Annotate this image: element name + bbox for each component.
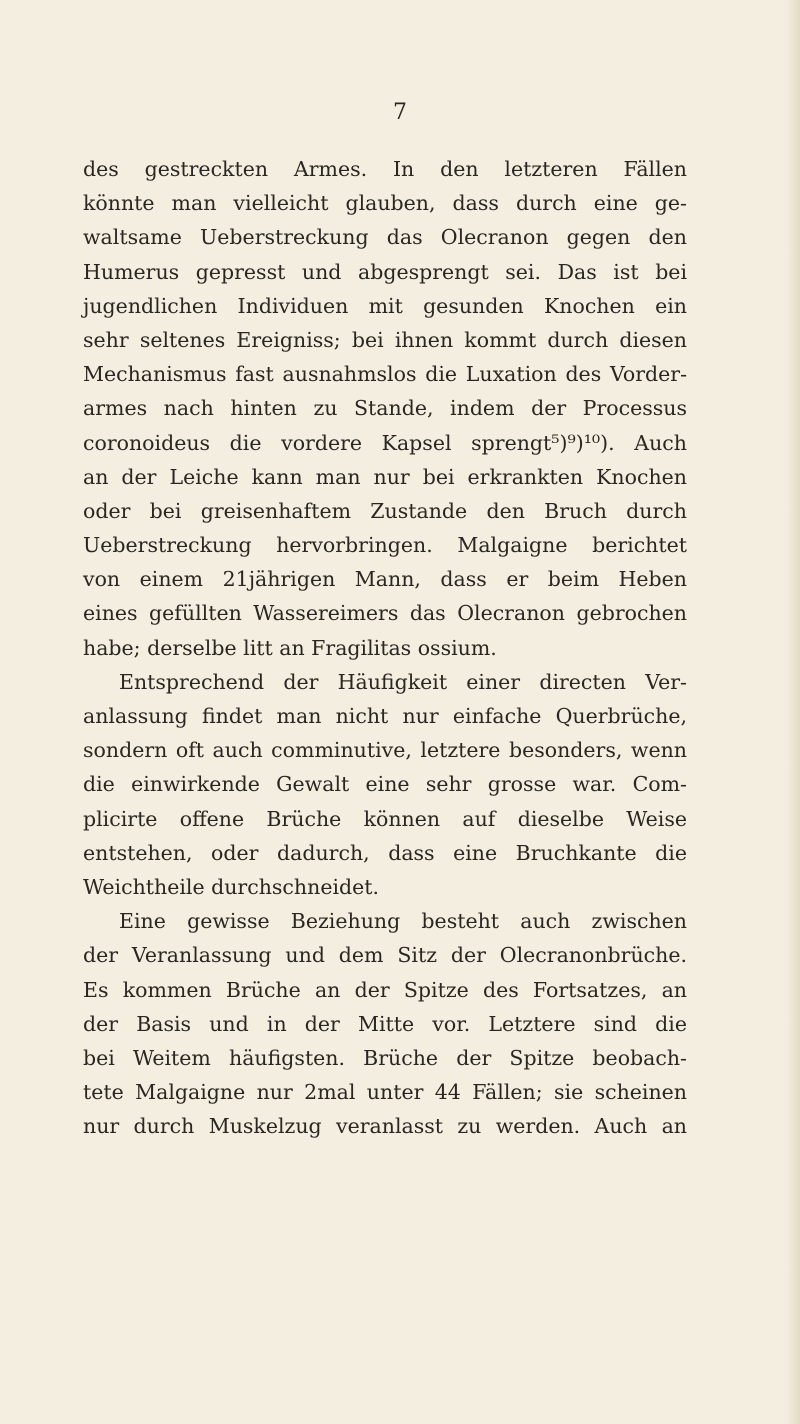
text-line: Eine gewisse Beziehung besteht auch zwischen [119,909,687,934]
text-line: oder bei greisenhaftem Zustande den Bruch durch [83,498,687,523]
text-line: coronoideus die vordere Kapsel sprengt⁵)⁹)¹⁰). Auch [83,430,687,455]
text-line: die einwirkende Gewalt eine sehr grosse war. Com- [83,772,687,797]
text-line: an der Leiche kann man nur bei erkrankten Knochen [83,464,687,489]
paragraph-3 [83,904,687,1143]
paragraph-1 [83,152,687,665]
text-line: armes nach hinten zu Stande, indem der Processus [83,396,687,421]
text-line: sehr seltenes Ereigniss; bei ihnen kommt durch diesen [83,327,687,352]
text-line: anlassung findet man nicht nur einfache Querbrüche, [83,704,687,728]
text-line: des gestreckten Armes. In den letzteren Fällen [83,157,687,181]
text-line: Es kommen Brüche an der Spitze des Fortsatzes, an [83,977,687,1002]
text-line: waltsame Ueberstreckung das Olecranon gegen den [83,225,687,250]
text-line: bei Weitem häufigsten. Brüche der Spitze beobach- [83,1045,687,1070]
text-line: jugendlichen Individuen mit gesunden Knochen ein [83,293,687,318]
body-text [83,152,687,1143]
text-line: habe; derselbe litt an Fragilitas ossium. [83,635,497,660]
page-edge-shadow [786,0,800,1424]
text-line: Humerus gepresst und abgesprengt sei. Das ist bei [83,259,687,284]
text-line: könnte man vielleicht glauben, dass durch eine ge- [83,191,687,216]
text-line: nur durch Muskelzug veranlasst zu werden. Auch an [83,1114,687,1139]
text-line: von einem 21jährigen Mann, dass er beim Heben [83,567,687,592]
text-line: Ueberstreckung hervorbringen. Malgaigne berichtet [83,533,687,558]
text-line: entstehen, oder dadurch, dass eine Bruchkante die [83,840,687,865]
text-line: eines gefüllten Wassereimers das Olecranon gebrochen [83,601,687,626]
text-line: der Veranlassung und dem Sitz der Olecranonbrüche. [83,943,687,968]
paragraph-2 [83,665,687,904]
text-line: Entsprechend der Häufigkeit einer directen Ver- [119,669,687,694]
text-line: Mechanismus fast ausnahmslos die Luxation des Vorder- [83,362,687,387]
page-number: 7 [393,100,407,125]
text-line: plicirte offene Brüche können auf dieselbe Weise [83,806,687,831]
text-line: Weichtheile durchschneidet. [83,874,380,899]
text-line: sondern oft auch comminutive, letztere besonders, wenn [83,738,687,763]
text-line: der Basis und in der Mitte vor. Letztere sind die [83,1011,687,1036]
text-line: tete Malgaigne nur 2mal unter 44 Fällen; sie scheinen [83,1080,687,1105]
